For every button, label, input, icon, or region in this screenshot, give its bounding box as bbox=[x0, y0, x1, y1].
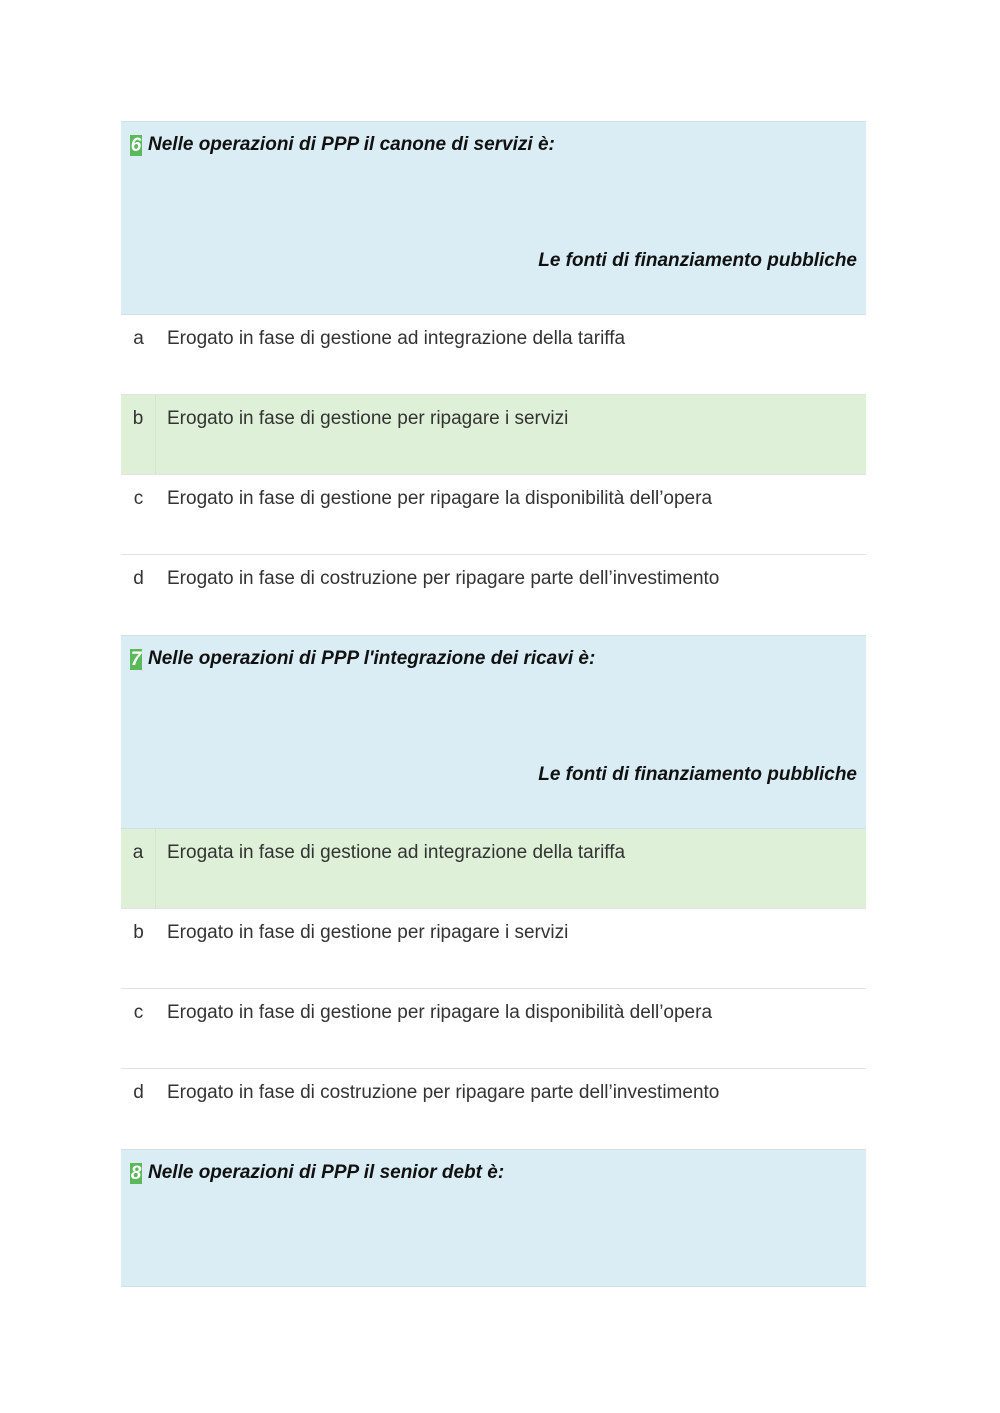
question-text: Nelle operazioni di PPP il canone di servizi è: bbox=[148, 134, 555, 155]
question-6-header bbox=[121, 121, 866, 315]
answer-letter: a bbox=[133, 328, 144, 349]
answer-letter: d bbox=[133, 1082, 144, 1103]
answer-text: Erogato in fase di gestione per ripagare la disponibilità dell’opera bbox=[167, 488, 713, 509]
question-text: Nelle operazioni di PPP il senior debt è: bbox=[148, 1162, 505, 1183]
answer-option-7a-correct[interactable] bbox=[121, 829, 866, 909]
question-7-header bbox=[121, 635, 866, 829]
answer-letter: b bbox=[121, 395, 156, 474]
question-text: Nelle operazioni di PPP l'integrazione dei ricavi è: bbox=[148, 648, 596, 669]
answer-letter: c bbox=[133, 1002, 144, 1023]
question-number-badge: 6 bbox=[130, 135, 142, 156]
answer-text: Erogato in fase di gestione per ripagare i servizi bbox=[167, 408, 569, 429]
answer-option-7b[interactable] bbox=[121, 909, 866, 989]
answer-text: Erogato in fase di costruzione per ripagare parte dell’investimento bbox=[167, 1082, 720, 1103]
answer-text: Erogato in fase di gestione per ripagare la disponibilità dell’opera bbox=[167, 1002, 713, 1023]
question-topic: Le fonti di finanziamento pubbliche bbox=[538, 764, 857, 785]
answer-option-6a[interactable] bbox=[121, 315, 866, 395]
answer-option-6b-correct[interactable] bbox=[121, 395, 866, 475]
answer-text: Erogata in fase di gestione ad integrazione della tariffa bbox=[167, 842, 626, 863]
answer-text: Erogato in fase di costruzione per ripagare parte dell’investimento bbox=[167, 568, 720, 589]
question-topic: Le fonti di finanziamento pubbliche bbox=[538, 250, 857, 271]
answer-option-7d[interactable] bbox=[121, 1069, 866, 1149]
answer-letter: a bbox=[121, 829, 156, 908]
answer-letter: d bbox=[133, 568, 144, 589]
question-number-badge: 7 bbox=[130, 649, 142, 670]
answer-option-7c[interactable] bbox=[121, 989, 866, 1069]
question-8-header bbox=[121, 1149, 866, 1287]
answer-option-6c[interactable] bbox=[121, 475, 866, 555]
answer-letter: c bbox=[133, 488, 144, 509]
answer-letter: b bbox=[133, 922, 144, 943]
answer-option-6d[interactable] bbox=[121, 555, 866, 635]
answer-text: Erogato in fase di gestione ad integrazione della tariffa bbox=[167, 328, 626, 349]
quiz-list bbox=[121, 121, 866, 1287]
question-number-badge: 8 bbox=[130, 1163, 142, 1184]
answer-text: Erogato in fase di gestione per ripagare i servizi bbox=[167, 922, 569, 943]
